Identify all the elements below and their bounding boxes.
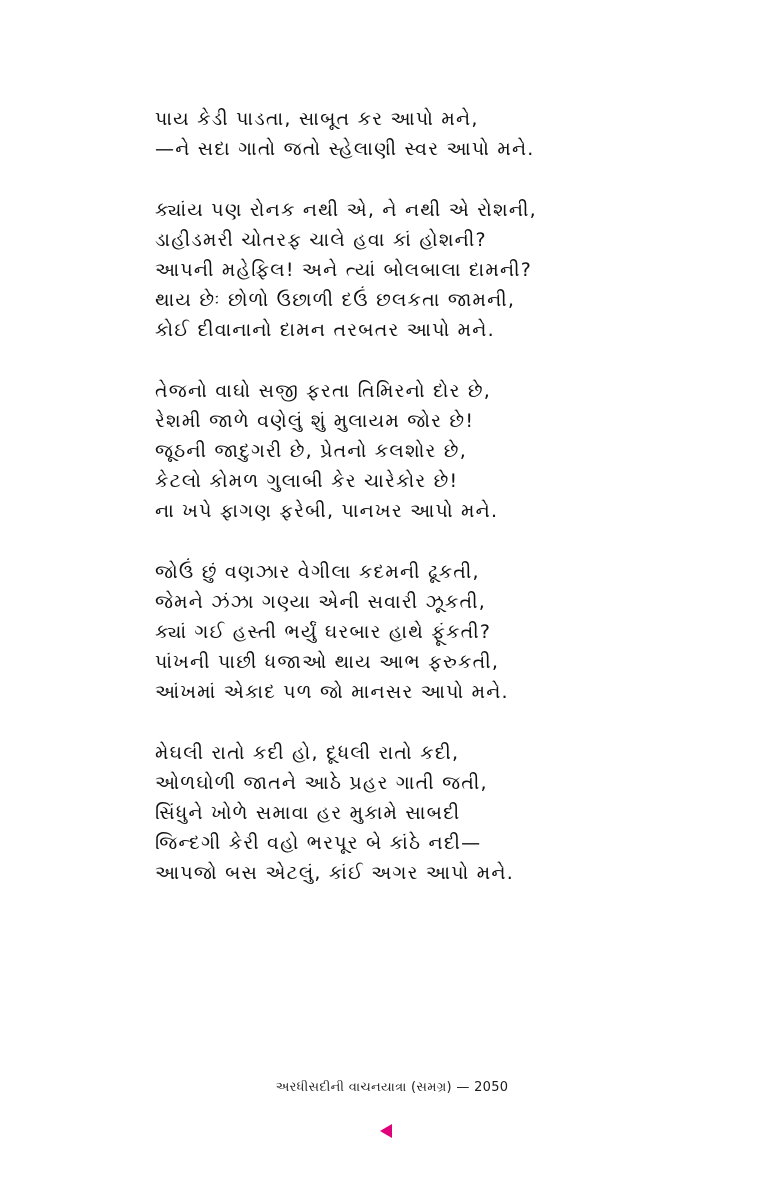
poem-line: સિંધુને ખોળે સમાવા હર મુકામે સાબદી (155, 802, 461, 824)
poem-line: જેમને ઝંઝા ગણ્યા એની સવારી ઝૂકતી, (155, 591, 486, 613)
poem-stanza (155, 195, 675, 345)
poem-line: પાંખની પાછી ધજાઓ થાય આભ ફરુકતી, (155, 651, 500, 673)
page-footer: અરધીસદીની વાચનયાત્રા (સમગ્ર) — 2050 (275, 1080, 509, 1095)
poem-line: કોઈ દીવાનાનો દામન તરબતર આપો મને. (155, 319, 495, 341)
poem-line: આંખમાં એકાદ પળ જો માનસર આપો મને. (155, 681, 509, 703)
poem-stanza (155, 738, 675, 888)
poem-line: ના ખપે ફાગણ ફરેબી, પાનખર આપો મને. (155, 500, 499, 522)
poem-line: ક્યાંય પણ રોનક નથી એ, ને નથી એ રોશની, (155, 199, 537, 221)
poem-stanza (155, 557, 675, 707)
poem-line: તેજનો વાઘો સજી ફરતા તિમિરનો દોર છે, (155, 380, 491, 402)
poem-line: જૂઠની જાદુગરી છે, પ્રેતનો કલશોર છે, (155, 440, 467, 462)
poem-line: રેશમી જાળે વણેલું શું મુલાયમ જોર છે! (155, 410, 475, 432)
previous-page-arrow-icon[interactable] (380, 1124, 392, 1138)
poem-line: —ને સદા ગાતો જતો સ્હેલાણી સ્વર આપો મને. (155, 138, 535, 160)
poem-line: ડાહીડમરી ચોતરફ ચાલે હવા કાં હોશની? (155, 229, 487, 251)
poem-line: આપજો બસ એટલું, કાંઈ અગર આપો મને. (155, 862, 514, 884)
poem-line: થાય છેઃ છોળો ઉછાળી દઉં છલકતા જામની, (155, 289, 516, 311)
poem-stanza (155, 104, 675, 164)
poem-line: મેઘલી રાતો કદી હો, દૂધલી રાતો કદી, (155, 742, 460, 764)
poem-stanza (155, 376, 675, 526)
poem-line: કેટલો કોમળ ગુલાબી કેર ચારેકોર છે! (155, 470, 459, 492)
poem-line: ઓળઘોળી જાતને આઠે પ્રહર ગાતી જતી, (155, 772, 488, 794)
poem-line: જોઉં છું વણઝાર વેગીલા કદમની ઢૂકતી, (155, 561, 480, 583)
poem-line: જિન્દગી કેરી વહો ભરપૂર બે કાંઠે નદી— (155, 832, 482, 854)
poem-line: ક્યાં ગઈ હસ્તી ભર્યું ઘરબાર હાથે ફૂંકતી? (155, 621, 492, 643)
poem-body (155, 104, 675, 919)
poem-line: આપની મહેફિલ! અને ત્યાં બોલબાલા દામની? (155, 259, 533, 281)
poem-line: પાય કેડી પાડતા, સાબૂત કર આપો મને, (155, 108, 479, 130)
